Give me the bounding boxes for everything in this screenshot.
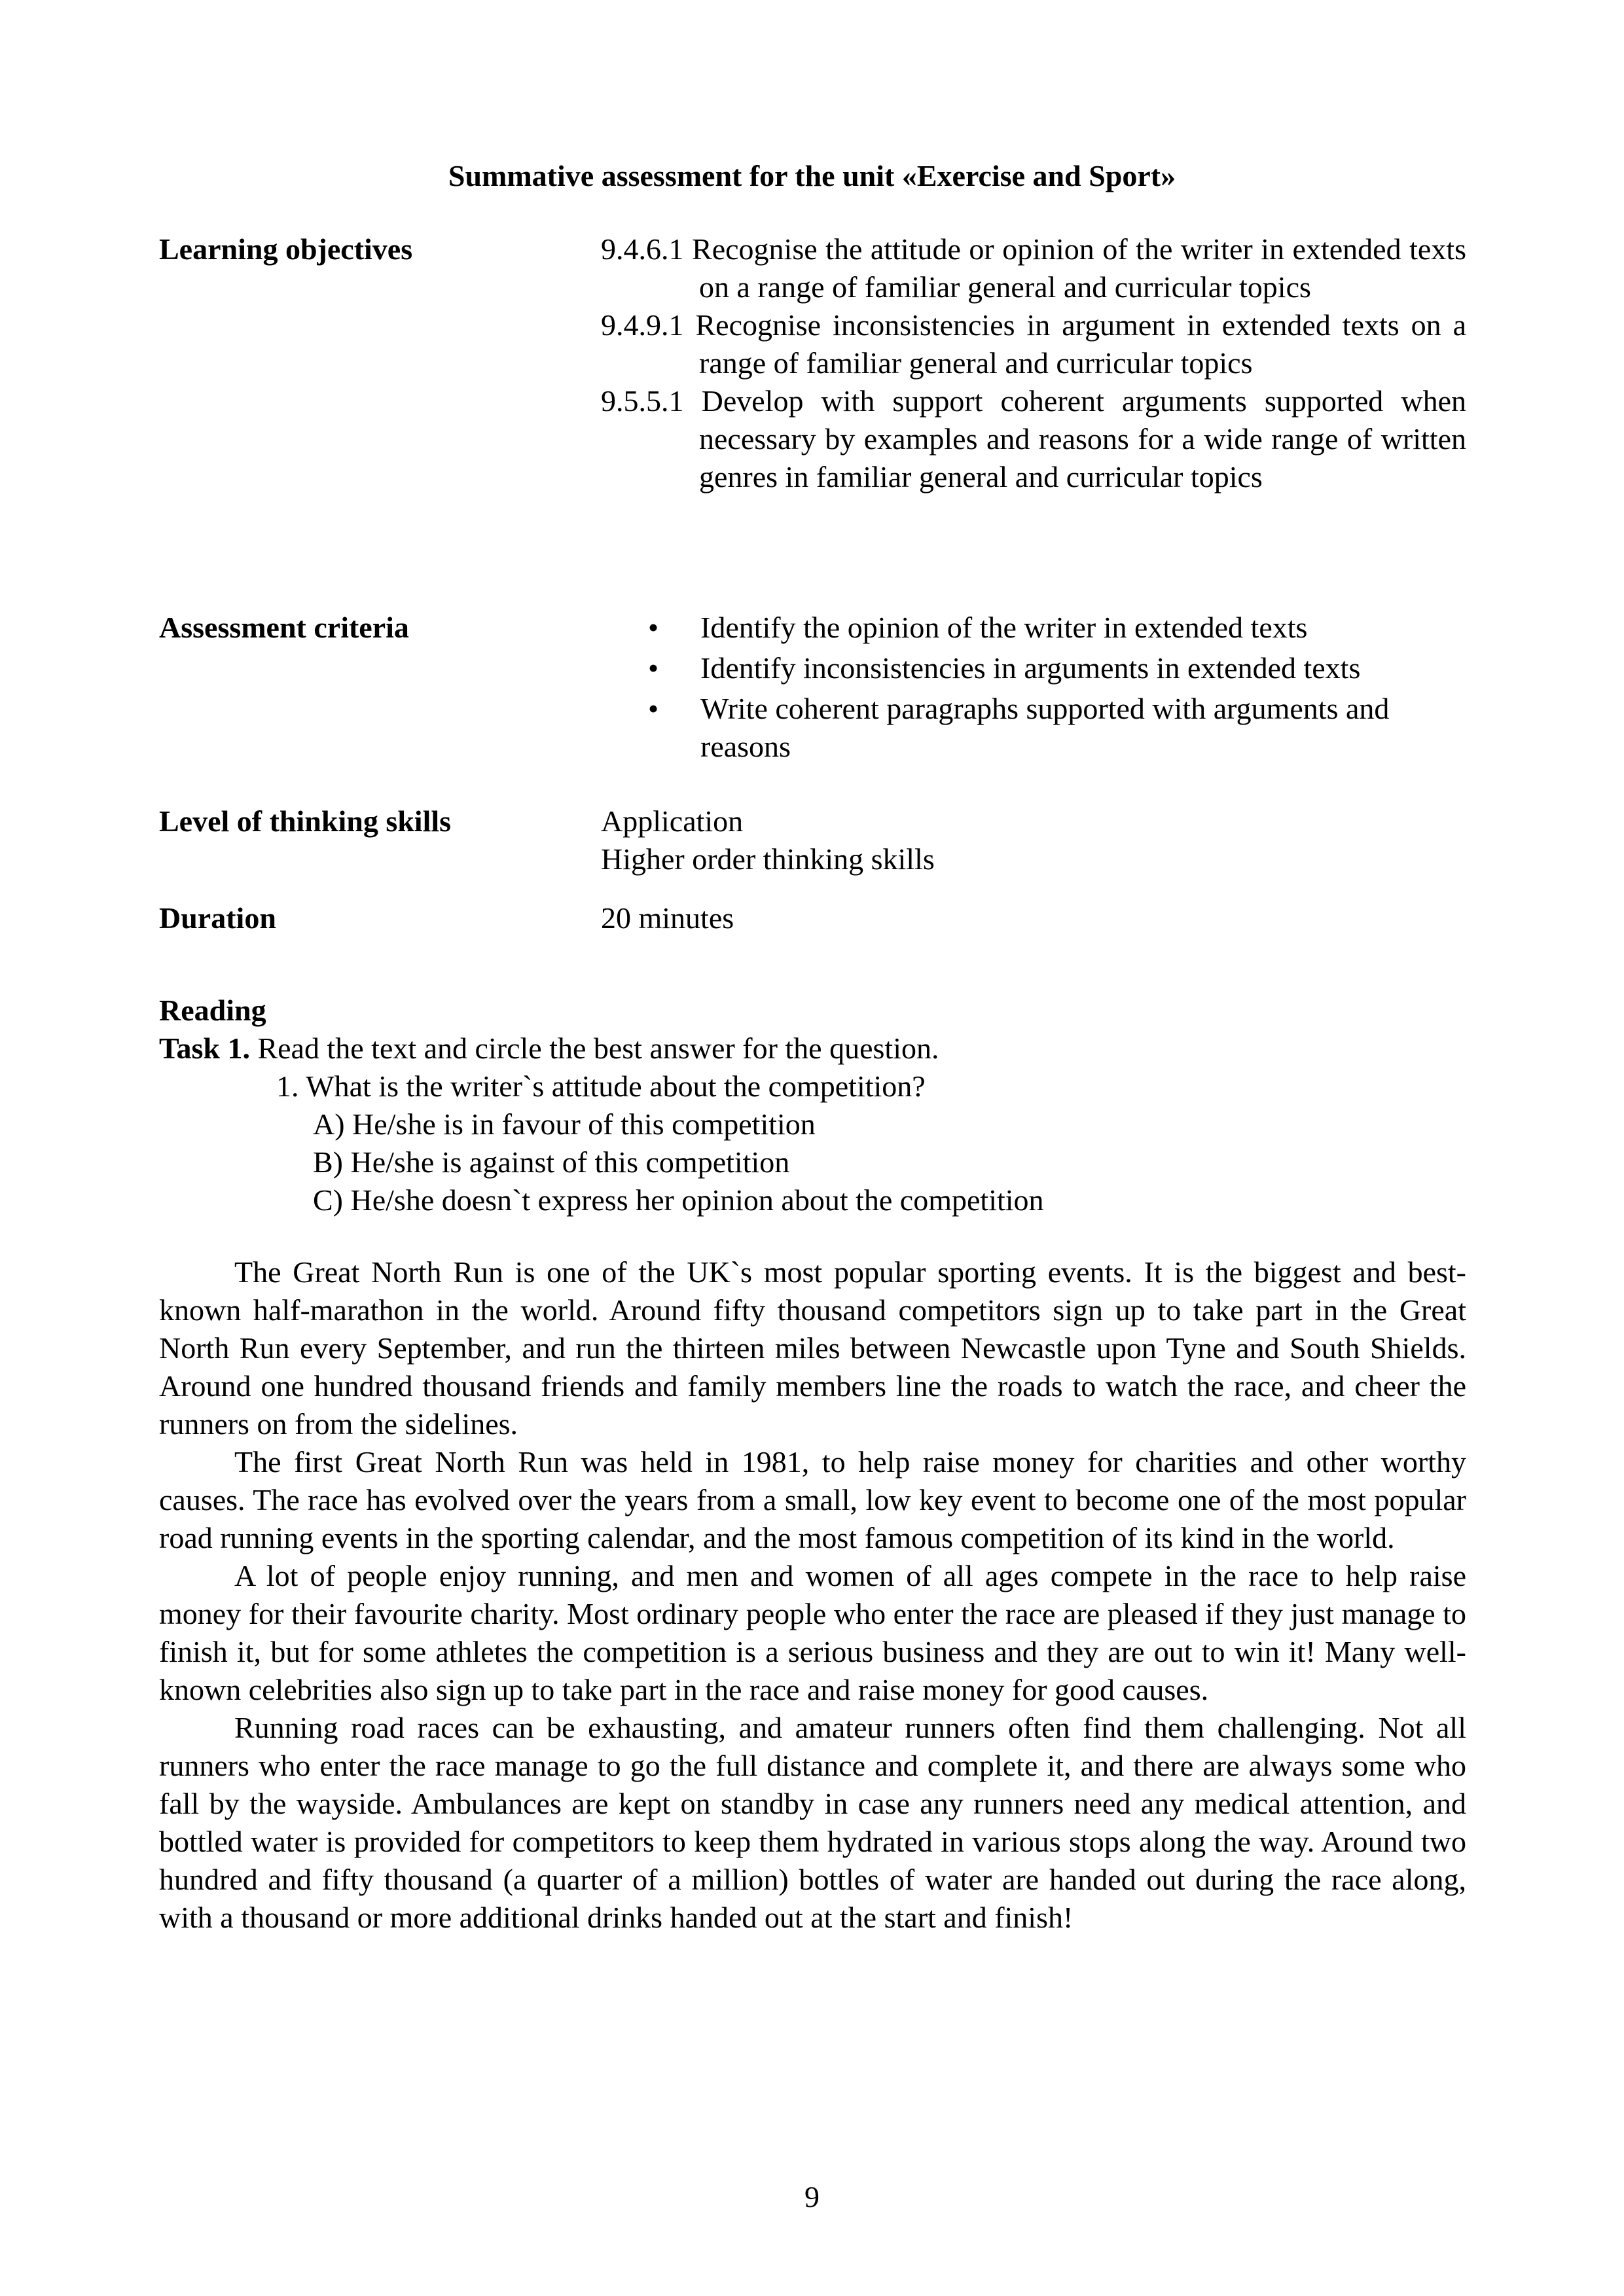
objective-code: 9.4.6.1	[601, 232, 684, 266]
task-instruction	[159, 1030, 939, 1067]
bullet-icon: •	[648, 611, 659, 644]
objective-code: 9.5.5.1	[601, 384, 684, 418]
objective-code: 9.4.9.1	[601, 308, 684, 342]
thinking-skill-line: Higher order thinking skills	[601, 842, 935, 876]
passage-paragraph: The Great North Run is one of the UK`s most popular sporting events. It is the biggest and best-known half-marathon in the world. Around fifty thousand competitors sign up to take part in the Great North Run every September, and run the thirteen miles between Newcastle upon Tyne and South Shields. Around one hundred thousand friends and family members line the roads to watch the race, and cheer the runners on from the sidelines.	[159, 1255, 1466, 1441]
criteria-item	[648, 649, 1466, 687]
thinking-skills-label: Level of thinking skills	[159, 804, 452, 838]
duration-label: Duration	[159, 901, 276, 935]
question-text: 1. What is the writer`s attitude about the competition?	[276, 1069, 926, 1103]
criteria-text: Write coherent paragraphs supported with arguments and reasons	[700, 692, 1390, 763]
objective-item	[601, 306, 1466, 382]
learning-objectives-label: Learning objectives	[159, 232, 413, 266]
assessment-criteria-label: Assessment criteria	[159, 611, 409, 644]
criteria-text: Identify inconsistencies in arguments in extended texts	[700, 651, 1361, 685]
objective-item	[601, 382, 1466, 496]
thinking-skill-line: Application	[601, 804, 744, 838]
bullet-icon: •	[648, 692, 659, 725]
passage-paragraph: Running road races can be exhausting, and amateur runners often find them challenging. Not all runners who enter the race manage to go the full distance and complete it, and there are always some who fall by the wayside. Ambulances are kept on standby in case any runners need any medical attention, and bottled water is provided for competitors to keep them hydrated in various stops along the way. Around two hundred and fifty thousand (a quarter of a million) bottles of water are handed out during the race along, with a thousand or more additional drinks handed out at the start and finish!	[159, 1711, 1466, 1934]
criteria-item	[648, 609, 1466, 647]
answer-option-c[interactable]: C) He/she doesn`t express her opinion about the competition	[313, 1183, 1044, 1217]
passage-paragraph: The first Great North Run was held in 1981, to help raise money for charities and other worthy causes. The race has evolved over the years from a small, low key event to become one of the most popular road running events in the sporting calendar, and the most famous competition of its kind in the world.	[159, 1445, 1466, 1554]
answer-option-b[interactable]: B) He/she is against of this competition	[313, 1145, 790, 1179]
objective-item	[601, 230, 1466, 306]
objective-text: Develop with support coherent arguments supported when necessary by examples and reasons for a wide range of written genres in familiar general and curricular topics	[699, 384, 1466, 493]
page-number: 9	[804, 2180, 820, 2214]
bullet-icon: •	[648, 651, 659, 685]
assessment-criteria-list	[648, 609, 1466, 768]
thinking-skills-values	[601, 802, 1466, 878]
criteria-text: Identify the opinion of the writer in extended texts	[700, 611, 1308, 644]
document-title: Summative assessment for the unit «Exercise and Sport»	[448, 159, 1176, 192]
answer-option-a[interactable]: A) He/she is in favour of this competition	[313, 1107, 816, 1141]
reading-passage	[159, 1253, 1466, 1937]
duration-value: 20 minutes	[601, 901, 734, 935]
objective-text: Recognise the attitude or opinion of the writer in extended texts on a range of familiar general and curricular topics	[692, 232, 1467, 304]
reading-heading: Reading	[159, 994, 266, 1027]
objective-text: Recognise inconsistencies in argument in extended texts on a range of familiar general and curricular topics	[695, 308, 1466, 380]
learning-objectives-list	[601, 230, 1466, 496]
passage-paragraph: A lot of people enjoy running, and men and women of all ages compete in the race to help raise money for their favourite charity. Most ordinary people who enter the race are pleased if they just manage to finish it, but for some athletes the competition is a serious business and they are out to win it! Many well-known celebrities also sign up to take part in the race and raise money for good causes.	[159, 1559, 1466, 1706]
criteria-item	[648, 690, 1466, 766]
task-text: Read the text and circle the best answer for the question.	[249, 1031, 939, 1065]
task-label: Task 1.	[159, 1031, 250, 1065]
